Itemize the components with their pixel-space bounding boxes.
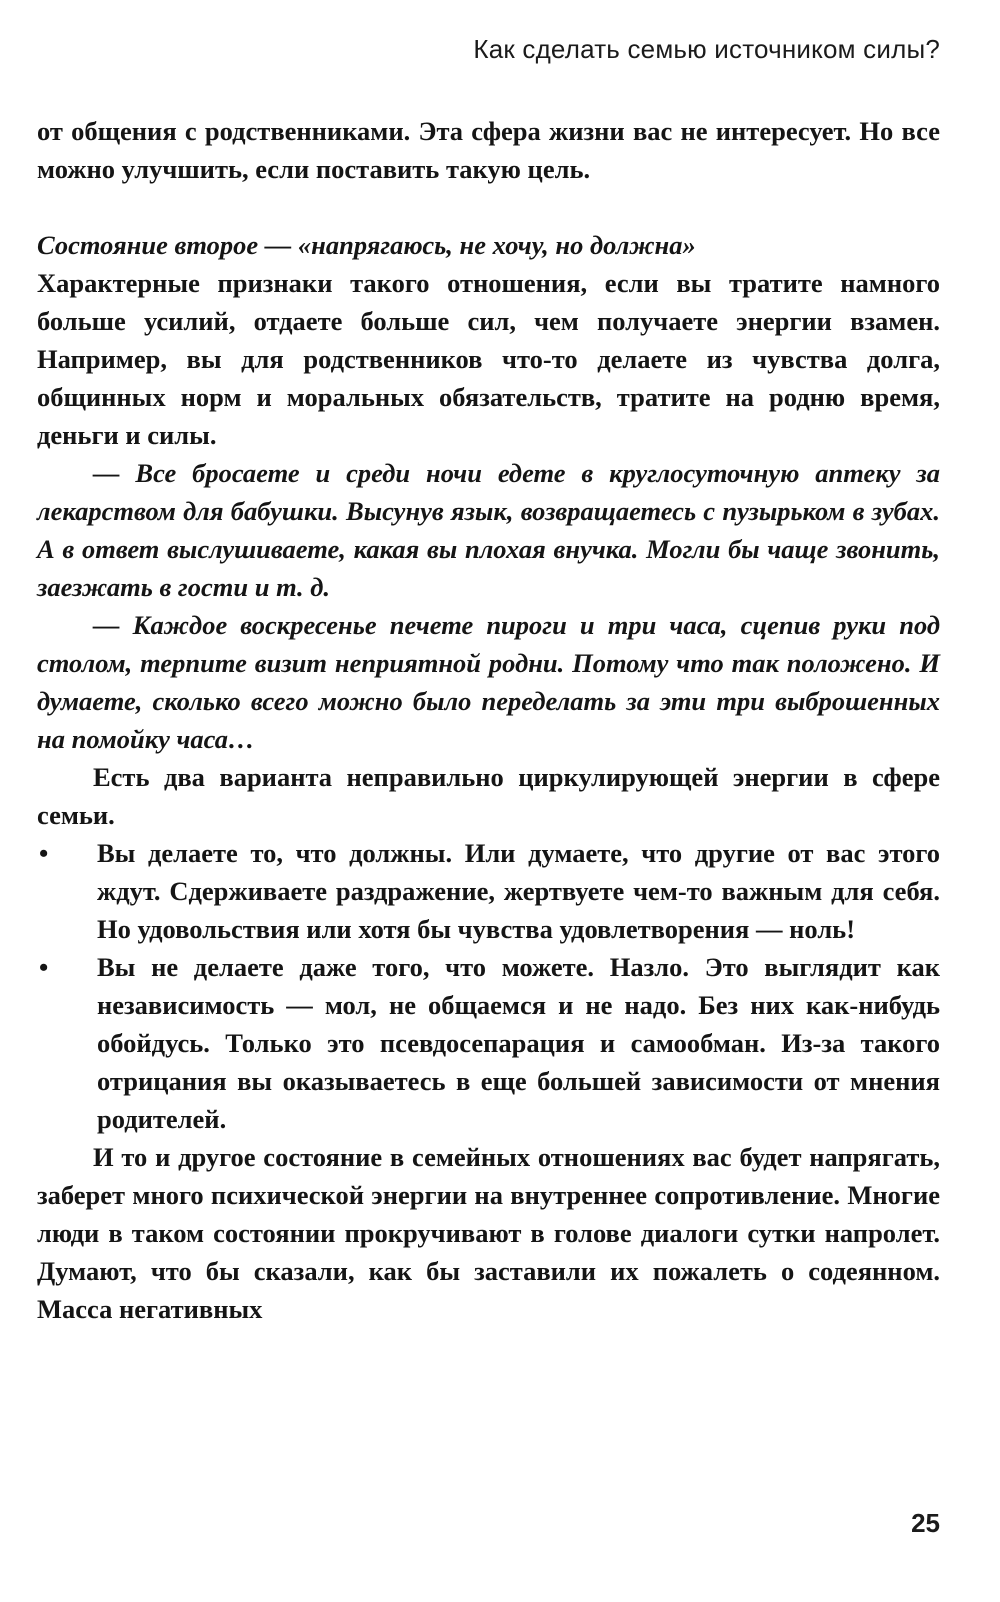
page-number: 25 — [911, 1508, 940, 1538]
bullet-item-1 — [37, 834, 940, 948]
paragraph-variants: Есть два варианта неправильно циркулирующей энергии в сфере семьи. — [37, 762, 940, 830]
paragraph-signs: Характерные признаки такого отношения, если вы тратите намного больше усилий, отдаете больше сил, чем получаете энергии взамен. Например, вы для родственников что-то делаете из чувства долга, общинных норм и моральных обязательств, тратите на родню время, деньги и силы. — [37, 268, 940, 450]
section-subheading: Состояние второе — «напрягаюсь, не хочу, но должна» — [37, 230, 696, 260]
bullet-text: Или думаете, что другие от вас этого ждут. Сдерживаете раздражение, жертвуете чем-то важным для себя. Но удовольствия или хотя бы чувства удовлетворения — ноль! — [97, 838, 940, 944]
bullet-lead: Вы делаете то, что должны. — [97, 838, 453, 868]
bullet-marker: • — [39, 952, 49, 982]
bullet-marker: • — [39, 838, 49, 868]
example-paragraph-1: — Все бросаете и среди ночи едете в круглосуточную аптеку за лекарством для бабушки. Высунув язык, возвращаетесь с пузырьком в зубах. А в ответ выслушиваете, какая вы плохая внучка. Могли бы чаще звонить, заезжать в гости и т. д. — [37, 458, 940, 602]
bullet-list — [37, 834, 940, 1138]
bullet-item-2 — [37, 948, 940, 1138]
bullet-lead: Вы не делаете даже того, что можете. Назло. — [97, 952, 690, 982]
paragraph-continuation: от общения с родственниками. Эта сфера жизни вас не интересует. Но все можно улучшить, если поставить такую цель. — [37, 116, 940, 184]
example-paragraph-2: — Каждое воскресенье печете пироги и три часа, сцепив руки под столом, терпите визит неприятной родни. Потому что так положено. И думаете, сколько всего можно было переделать за эти три выброшенных на помойку часа… — [37, 610, 940, 754]
body-text — [37, 112, 940, 1328]
running-header: Как сделать семью источником силы? — [473, 34, 940, 64]
paragraph-final: И то и другое состояние в семейных отношениях вас будет напрягать, заберет много психической энергии на внутреннее сопротивление. Многие люди в таком состоянии прокручивают в голове диалоги сутки напролет. Думают, что бы сказали, как бы заставили их пожалеть о содеянном. Масса негативных — [37, 1142, 940, 1324]
bullet-text: Это выглядит как независимость — мол, не общаемся и не надо. Без них как-нибудь обойдусь. Только это псевдосепарация и самообман. Из-за такого отрицания вы оказываетесь в еще большей зависимости от мнения родителей. — [97, 952, 940, 1134]
